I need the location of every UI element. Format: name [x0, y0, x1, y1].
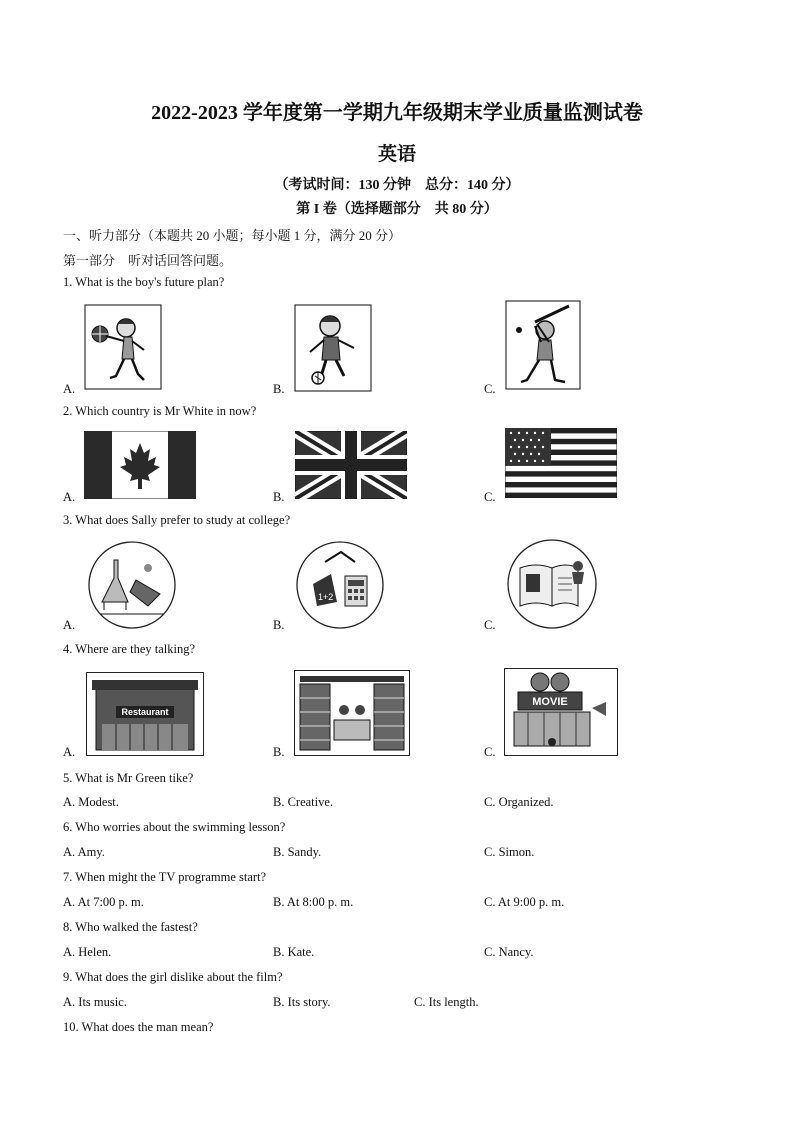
q4-option-c: C.: [484, 745, 496, 759]
math-icon: [295, 540, 385, 630]
q1-option-b: B.: [273, 382, 285, 396]
q1-pic-a: [84, 304, 162, 395]
q5-option-c: C. Organized.: [484, 795, 554, 809]
q1-option-c: C.: [484, 382, 496, 396]
q2-pic-b: [295, 431, 407, 504]
q9-option-c: C. Its length.: [414, 995, 479, 1009]
q7-option-a: A. At 7:00 p. m.: [63, 895, 144, 909]
q3-pic-c: [506, 538, 598, 635]
question-7: 7. When might the TV programme start?: [63, 870, 267, 884]
part-title: 第一部分 听对话回答问题。: [63, 253, 233, 268]
uk-flag-icon: [295, 431, 407, 499]
question-2: 2. Which country is Mr White in now?: [63, 404, 257, 418]
q1-pic-c: [505, 300, 581, 395]
baseball-player-icon: [505, 300, 581, 390]
subject-title: 英语: [377, 144, 416, 165]
q1-option-a: A.: [63, 382, 76, 396]
library-icon: [294, 670, 410, 756]
q8-option-a: A. Helen.: [63, 945, 112, 959]
q6-option-b: B. Sandy.: [273, 845, 322, 859]
question-10: 10. What does the man mean?: [63, 1020, 214, 1034]
q2-option-b: B.: [273, 490, 285, 504]
question-1: 1. What is the boy's future plan?: [63, 275, 225, 289]
section-title: 一、听力部分（本题共 20 小题；每小题 1 分，满分 20 分）: [63, 228, 402, 243]
q3-option-c: C.: [484, 618, 496, 632]
basketball-player-icon: [84, 304, 162, 390]
exam-title: 2022-2023 学年度第一学期九年级期末学业质量监测试卷: [151, 102, 643, 124]
q3-option-b: B.: [273, 618, 285, 632]
history-icon: [506, 538, 598, 630]
q7-option-c: C. At 9:00 p. m.: [484, 895, 565, 909]
svg-text:1+2: 1+2: [318, 592, 334, 602]
movie-sign: MOVIE: [532, 696, 568, 708]
q5-option-a: A. Modest.: [63, 795, 119, 809]
q7-option-b: B. At 8:00 p. m.: [273, 895, 354, 909]
soccer-player-icon: [294, 304, 372, 392]
q8-option-c: C. Nancy.: [484, 945, 534, 959]
question-9: 9. What does the girl dislike about the film?: [63, 970, 283, 984]
q9-option-a: A. Its music.: [63, 995, 127, 1009]
q2-option-c: C.: [484, 490, 496, 504]
q6-option-c: C. Simon.: [484, 845, 535, 859]
q3-option-a: A.: [63, 618, 76, 632]
cinema-icon: [504, 668, 618, 756]
q3-pic-a: [86, 540, 178, 635]
restaurant-icon: [86, 672, 204, 756]
q9-option-b: B. Its story.: [273, 995, 331, 1009]
question-5: 5. What is Mr Green tike?: [63, 771, 194, 785]
question-8: 8. Who walked the fastest?: [63, 920, 198, 934]
q1-pic-b: [294, 304, 372, 397]
restaurant-sign: Restaurant: [121, 707, 169, 717]
q2-option-a: A.: [63, 490, 76, 504]
q4-option-b: B.: [273, 745, 285, 759]
q4-pic-b: [294, 670, 410, 761]
q4-pic-a: [86, 672, 204, 761]
exam-info: （考试时间：130 分钟 总分：140 分）: [274, 178, 520, 193]
q2-pic-c: [505, 428, 617, 503]
question-6: 6. Who worries about the swimming lesson?: [63, 820, 286, 834]
question-4: 4. Where are they talking?: [63, 642, 196, 656]
chemistry-icon: [86, 540, 178, 630]
q2-pic-a: [84, 431, 196, 504]
q5-option-b: B. Creative.: [273, 795, 334, 809]
canada-flag-icon: [84, 431, 196, 499]
usa-flag-icon: [505, 428, 617, 498]
q8-option-b: B. Kate.: [273, 945, 315, 959]
question-3: 3. What does Sally prefer to study at college?: [63, 513, 291, 527]
q4-pic-c: [504, 668, 618, 761]
q6-option-a: A. Amy.: [63, 845, 105, 859]
q3-pic-b: [295, 540, 385, 635]
volume-title: 第 I 卷（选择题部分 共 80 分）: [296, 202, 498, 217]
q4-option-a: A.: [63, 745, 76, 759]
